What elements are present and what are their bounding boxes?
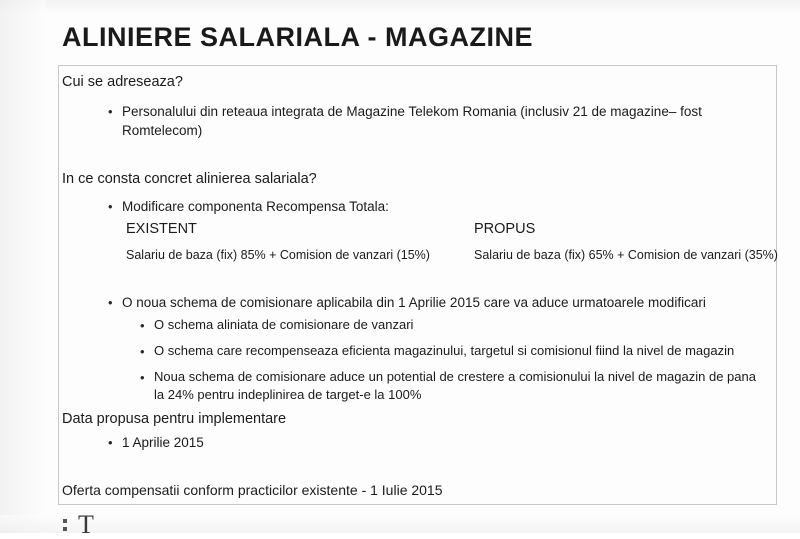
sub-bullet-3-text: Noua schema de comisionare aduce un potential de crestere a comisionului la nivel de magazin de pana la 24% pentru indeplinirea de target-e la 100% bbox=[154, 369, 756, 402]
column-label-existent: EXISTENT bbox=[126, 221, 197, 237]
page-title: ALINIERE SALARIALA - MAGAZINE bbox=[62, 22, 533, 52]
list-item bbox=[108, 293, 748, 312]
bullet-icon: • bbox=[108, 199, 113, 214]
sub-bullet-1-text: O schema aliniata de comisionare de vanzari bbox=[154, 317, 414, 332]
scan-edge-bottom bbox=[0, 515, 800, 533]
list-item bbox=[140, 368, 762, 404]
audience-bullet-text: Personalului din reteaua integrata de Magazine Telekom Romania (inclusiv 21 de magazine– fost Romtelecom) bbox=[122, 104, 702, 138]
bullet-icon: • bbox=[108, 295, 113, 310]
content-bullet-1-text: Modificare componenta Recompensa Totala: bbox=[122, 199, 389, 214]
column-label-propus: PROPUS bbox=[474, 221, 536, 237]
content-bullet-2-text: O noua schema de comisionare aplicabila din 1 Aprilie 2015 care va aduce urmatoarele modificari bbox=[122, 295, 706, 310]
bullet-icon: • bbox=[140, 344, 145, 359]
bullet-icon: • bbox=[108, 435, 113, 450]
bullet-icon: • bbox=[108, 104, 113, 119]
list-item bbox=[140, 342, 750, 361]
logo-mark: T bbox=[78, 510, 94, 539]
offer-note: Oferta compensatii conform practicilor existente - 1 Iulie 2015 bbox=[62, 482, 443, 498]
scan-edge-top bbox=[0, 0, 800, 14]
sub-bullet-2-text: O schema care recompenseaza eficienta magazinului, targetul si comisionul fiind la nivel de magazin bbox=[154, 343, 735, 358]
bullet-icon: • bbox=[140, 370, 145, 385]
list-item bbox=[108, 433, 408, 452]
list-item bbox=[108, 197, 728, 216]
column-formula-existent: Salariu de baza (fix) 85% + Comision de vanzari (15%) bbox=[126, 248, 430, 262]
bullet-icon: • bbox=[140, 318, 145, 333]
scan-edge-left bbox=[0, 0, 46, 533]
list-item bbox=[140, 316, 740, 335]
heading-implementation: Data propusa pentru implementare bbox=[62, 411, 287, 427]
column-formula-propus: Salariu de baza (fix) 65% + Comision de vanzari (35%) bbox=[474, 248, 778, 262]
heading-audience: Cui se adreseaza? bbox=[62, 74, 183, 90]
logo-dots-icon bbox=[63, 519, 73, 529]
list-item bbox=[108, 102, 758, 140]
heading-content: In ce consta concret alinierea salariala? bbox=[62, 171, 317, 187]
implementation-bullet-text: 1 Aprilie 2015 bbox=[122, 435, 204, 450]
